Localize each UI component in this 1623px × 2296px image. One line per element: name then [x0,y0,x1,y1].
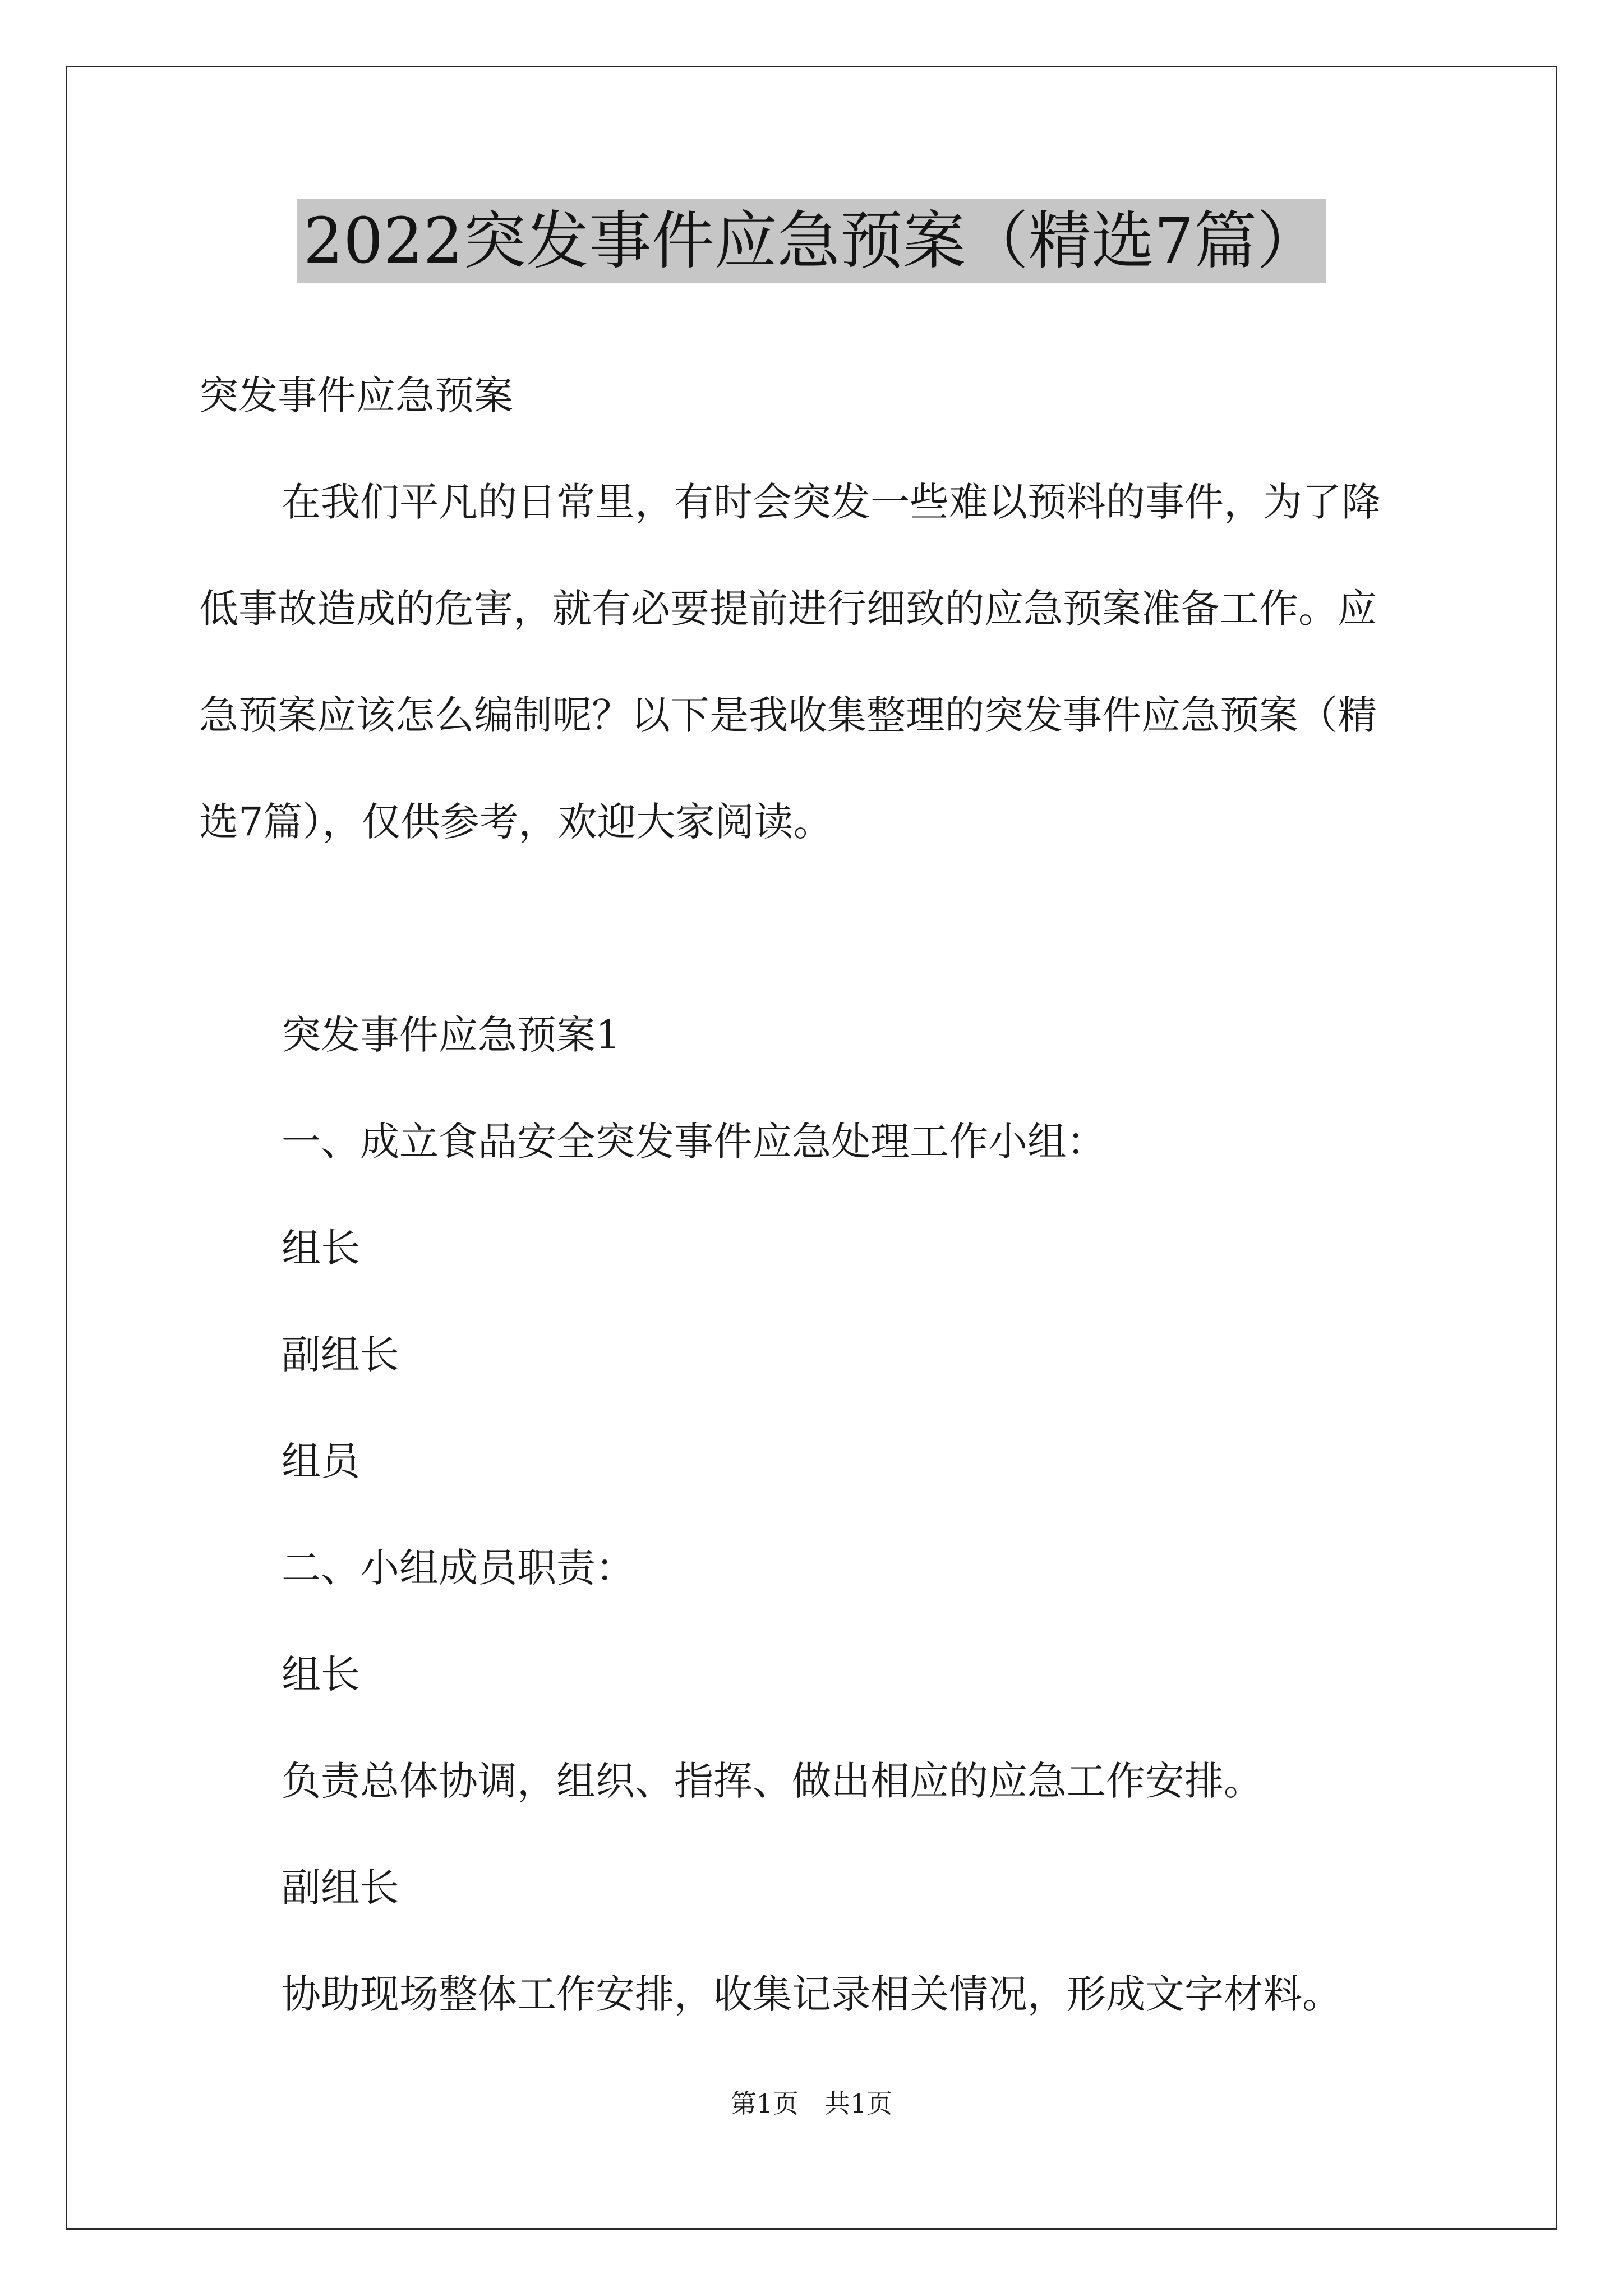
page-number-footer: 第1页 共1页 [730,2088,893,2119]
intro-paragraph-line: 急预案应该怎么编制呢？以下是我收集整理的突发事件应急预案（精 [199,692,1377,738]
body-line: 副组长 [282,1865,399,1911]
body-line: 协助现场整体工作安排，收集记录相关情况，形成文字材料。 [282,1971,1341,2017]
blank-line [199,875,1433,982]
intro-paragraph-line: 低事故造成的危害，就有必要提前进行细致的应急预案准备工作。应 [199,586,1377,632]
subtitle: 突发事件应急预案 [199,372,513,418]
body-line: 组长 [282,1225,360,1271]
body-line: 组长 [282,1651,360,1697]
intro-paragraph-line: 在我们平凡的日常里，有时会突发一些难以预料的事件，为了降 [282,479,1381,525]
body-line: 副组长 [282,1332,399,1378]
body-line: 二、小组成员职责： [282,1545,635,1591]
intro-paragraph-line: 选7篇），仅供参考，欢迎大家阅读。 [199,799,833,845]
body-line: 负责总体协调，组织、指挥、做出相应的应急工作安排。 [282,1758,1263,1804]
body-line: 一、成立食品安全突发事件应急处理工作小组： [282,1119,1106,1165]
title-container [0,199,1623,283]
section-title: 突发事件应急预案1 [282,1012,621,1058]
document-body [199,342,1433,2047]
document-title: 2022突发事件应急预案（精选7篇） [297,199,1326,283]
body-line: 组员 [282,1438,360,1484]
